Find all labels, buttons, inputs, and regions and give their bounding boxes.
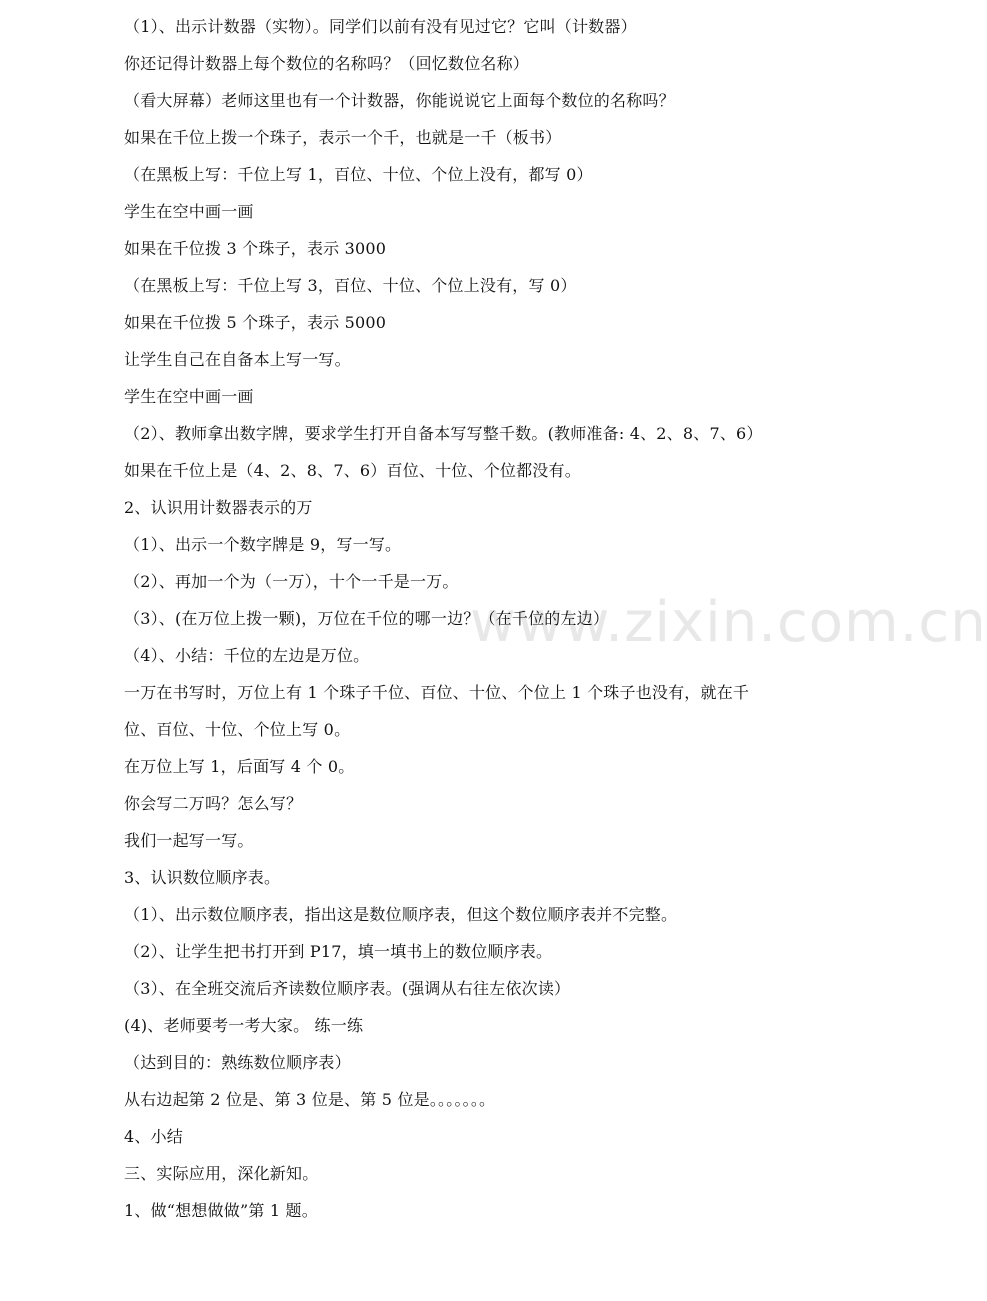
- lesson-text: [124, 8, 836, 1229]
- text-line: 一万在书写时，万位上有 1 个珠子千位、百位、十位、个位上 1 个珠子也没有，就在千: [124, 683, 750, 702]
- text-line: （看大屏幕）老师这里也有一个计数器，你能说说它上面每个数位的名称吗？: [124, 91, 675, 110]
- section-heading: 4、小结: [124, 1127, 183, 1146]
- text-line: （1）、出示数位顺序表，指出这是数位顺序表，但这个数位顺序表并不完整。: [124, 905, 678, 924]
- text-line: (4)、老师要考一考大家。 练一练: [124, 1016, 364, 1035]
- text-line: 如果在千位拨 5 个珠子，表示 5000: [124, 313, 387, 332]
- text-line: （4）、小结：千位的左边是万位。: [124, 646, 370, 665]
- watermark: www.zixin.com.cn: [470, 590, 987, 655]
- section-heading: 2、认识用计数器表示的万: [124, 498, 313, 517]
- text-line: 1、做“想想做做”第 1 题。: [124, 1201, 318, 1220]
- text-line: 如果在千位拨 3 个珠子，表示 3000: [124, 239, 387, 258]
- section-heading: 3、认识数位顺序表。: [124, 868, 281, 887]
- text-line: （2）、让学生把书打开到 P17，填一填书上的数位顺序表。: [124, 942, 553, 961]
- text-line: 让学生自己在自备本上写一写。: [124, 350, 351, 369]
- text-line: 如果在千位上是（4、2、8、7、6）百位、十位、个位都没有。: [124, 461, 581, 480]
- text-line: 位、百位、十位、个位上写 0。: [124, 720, 351, 739]
- text-line: 我们一起写一写。: [124, 831, 254, 850]
- text-line: （在黑板上写：千位上写 3，百位、十位、个位上没有，写 0）: [124, 276, 577, 295]
- text-line: 如果在千位上拨一个珠子，表示一个千，也就是一千（板书）: [124, 128, 562, 147]
- section-heading: 三、实际应用，深化新知。: [124, 1164, 319, 1183]
- text-line: 学生在空中画一画: [124, 202, 254, 221]
- text-line: （2）、再加一个为（一万），十个一千是一万。: [124, 572, 459, 591]
- text-line: （在黑板上写：千位上写 1，百位、十位、个位上没有，都写 0）: [124, 165, 593, 184]
- text-line: （1）、出示计数器（实物）。同学们以前有没有见过它？它叫（计数器）: [124, 17, 637, 36]
- text-line: 你还记得计数器上每个数位的名称吗？（回忆数位名称）: [124, 54, 530, 73]
- text-line: 你会写二万吗？怎么写？: [124, 794, 303, 813]
- text-line: （达到目的：熟练数位顺序表）: [124, 1053, 351, 1072]
- text-line: 学生在空中画一画: [124, 387, 254, 406]
- text-line: （2）、教师拿出数字牌，要求学生打开自备本写写整千数。(教师准备: 4、2、8、7、6）: [124, 424, 763, 443]
- text-line: （1）、出示一个数字牌是 9，写一写。: [124, 535, 402, 554]
- text-line: （3）、(在万位上拨一颗)，万位在千位的哪一边？（在千位的左边）: [124, 609, 610, 628]
- text-line: 从右边起第 2 位是、第 3 位是、第 5 位是。。。。。。。: [124, 1090, 496, 1109]
- text-line: （3）、在全班交流后齐读数位顺序表。(强调从右往左依次读）: [124, 979, 571, 998]
- text-line: 在万位上写 1，后面写 4 个 0。: [124, 757, 355, 776]
